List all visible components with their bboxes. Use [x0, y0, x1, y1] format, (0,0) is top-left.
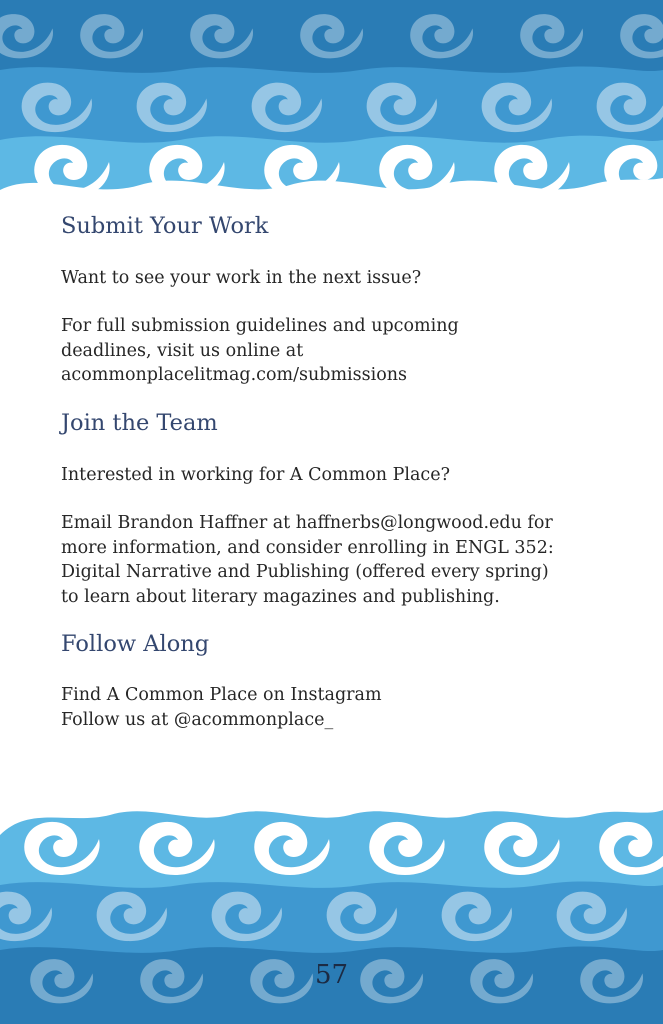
text-line: more information, and consider enrolling in ENGL 352: [61, 537, 554, 558]
paragraph-submit-intro [61, 266, 421, 291]
text-line: Want to see your work in the next issue? [61, 268, 422, 288]
text-line: Interested in working for A Common Place? [61, 465, 450, 485]
heading-submit-your-work: Submit Your Work [61, 213, 269, 239]
heading-join-the-team: Join the Team [61, 410, 218, 436]
text-line: Find A Common Place on Instagram [61, 685, 382, 705]
paragraph-follow [61, 683, 382, 732]
instagram-handle: Follow us at @acommonplace_ [61, 709, 334, 730]
text-line: For full submission guidelines and upcoming [61, 316, 459, 336]
paragraph-join-details [61, 511, 554, 609]
text-line: Email Brandon Haffner at haffnerbs@longwood.edu for [61, 513, 553, 533]
paragraph-submit-guidelines [61, 314, 459, 388]
submissions-url: acommonplacelitmag.com/submissions [61, 365, 407, 385]
text-line: to learn about literary magazines and publishing. [61, 586, 500, 607]
page-number: 57 [314, 960, 349, 990]
text-line: Digital Narrative and Publishing (offered every spring) [61, 562, 549, 582]
paragraph-join-intro [61, 463, 450, 488]
text-line: deadlines, visit us online at [61, 340, 304, 361]
heading-follow-along: Follow Along [61, 631, 210, 657]
top-wave-decoration [0, 0, 663, 205]
